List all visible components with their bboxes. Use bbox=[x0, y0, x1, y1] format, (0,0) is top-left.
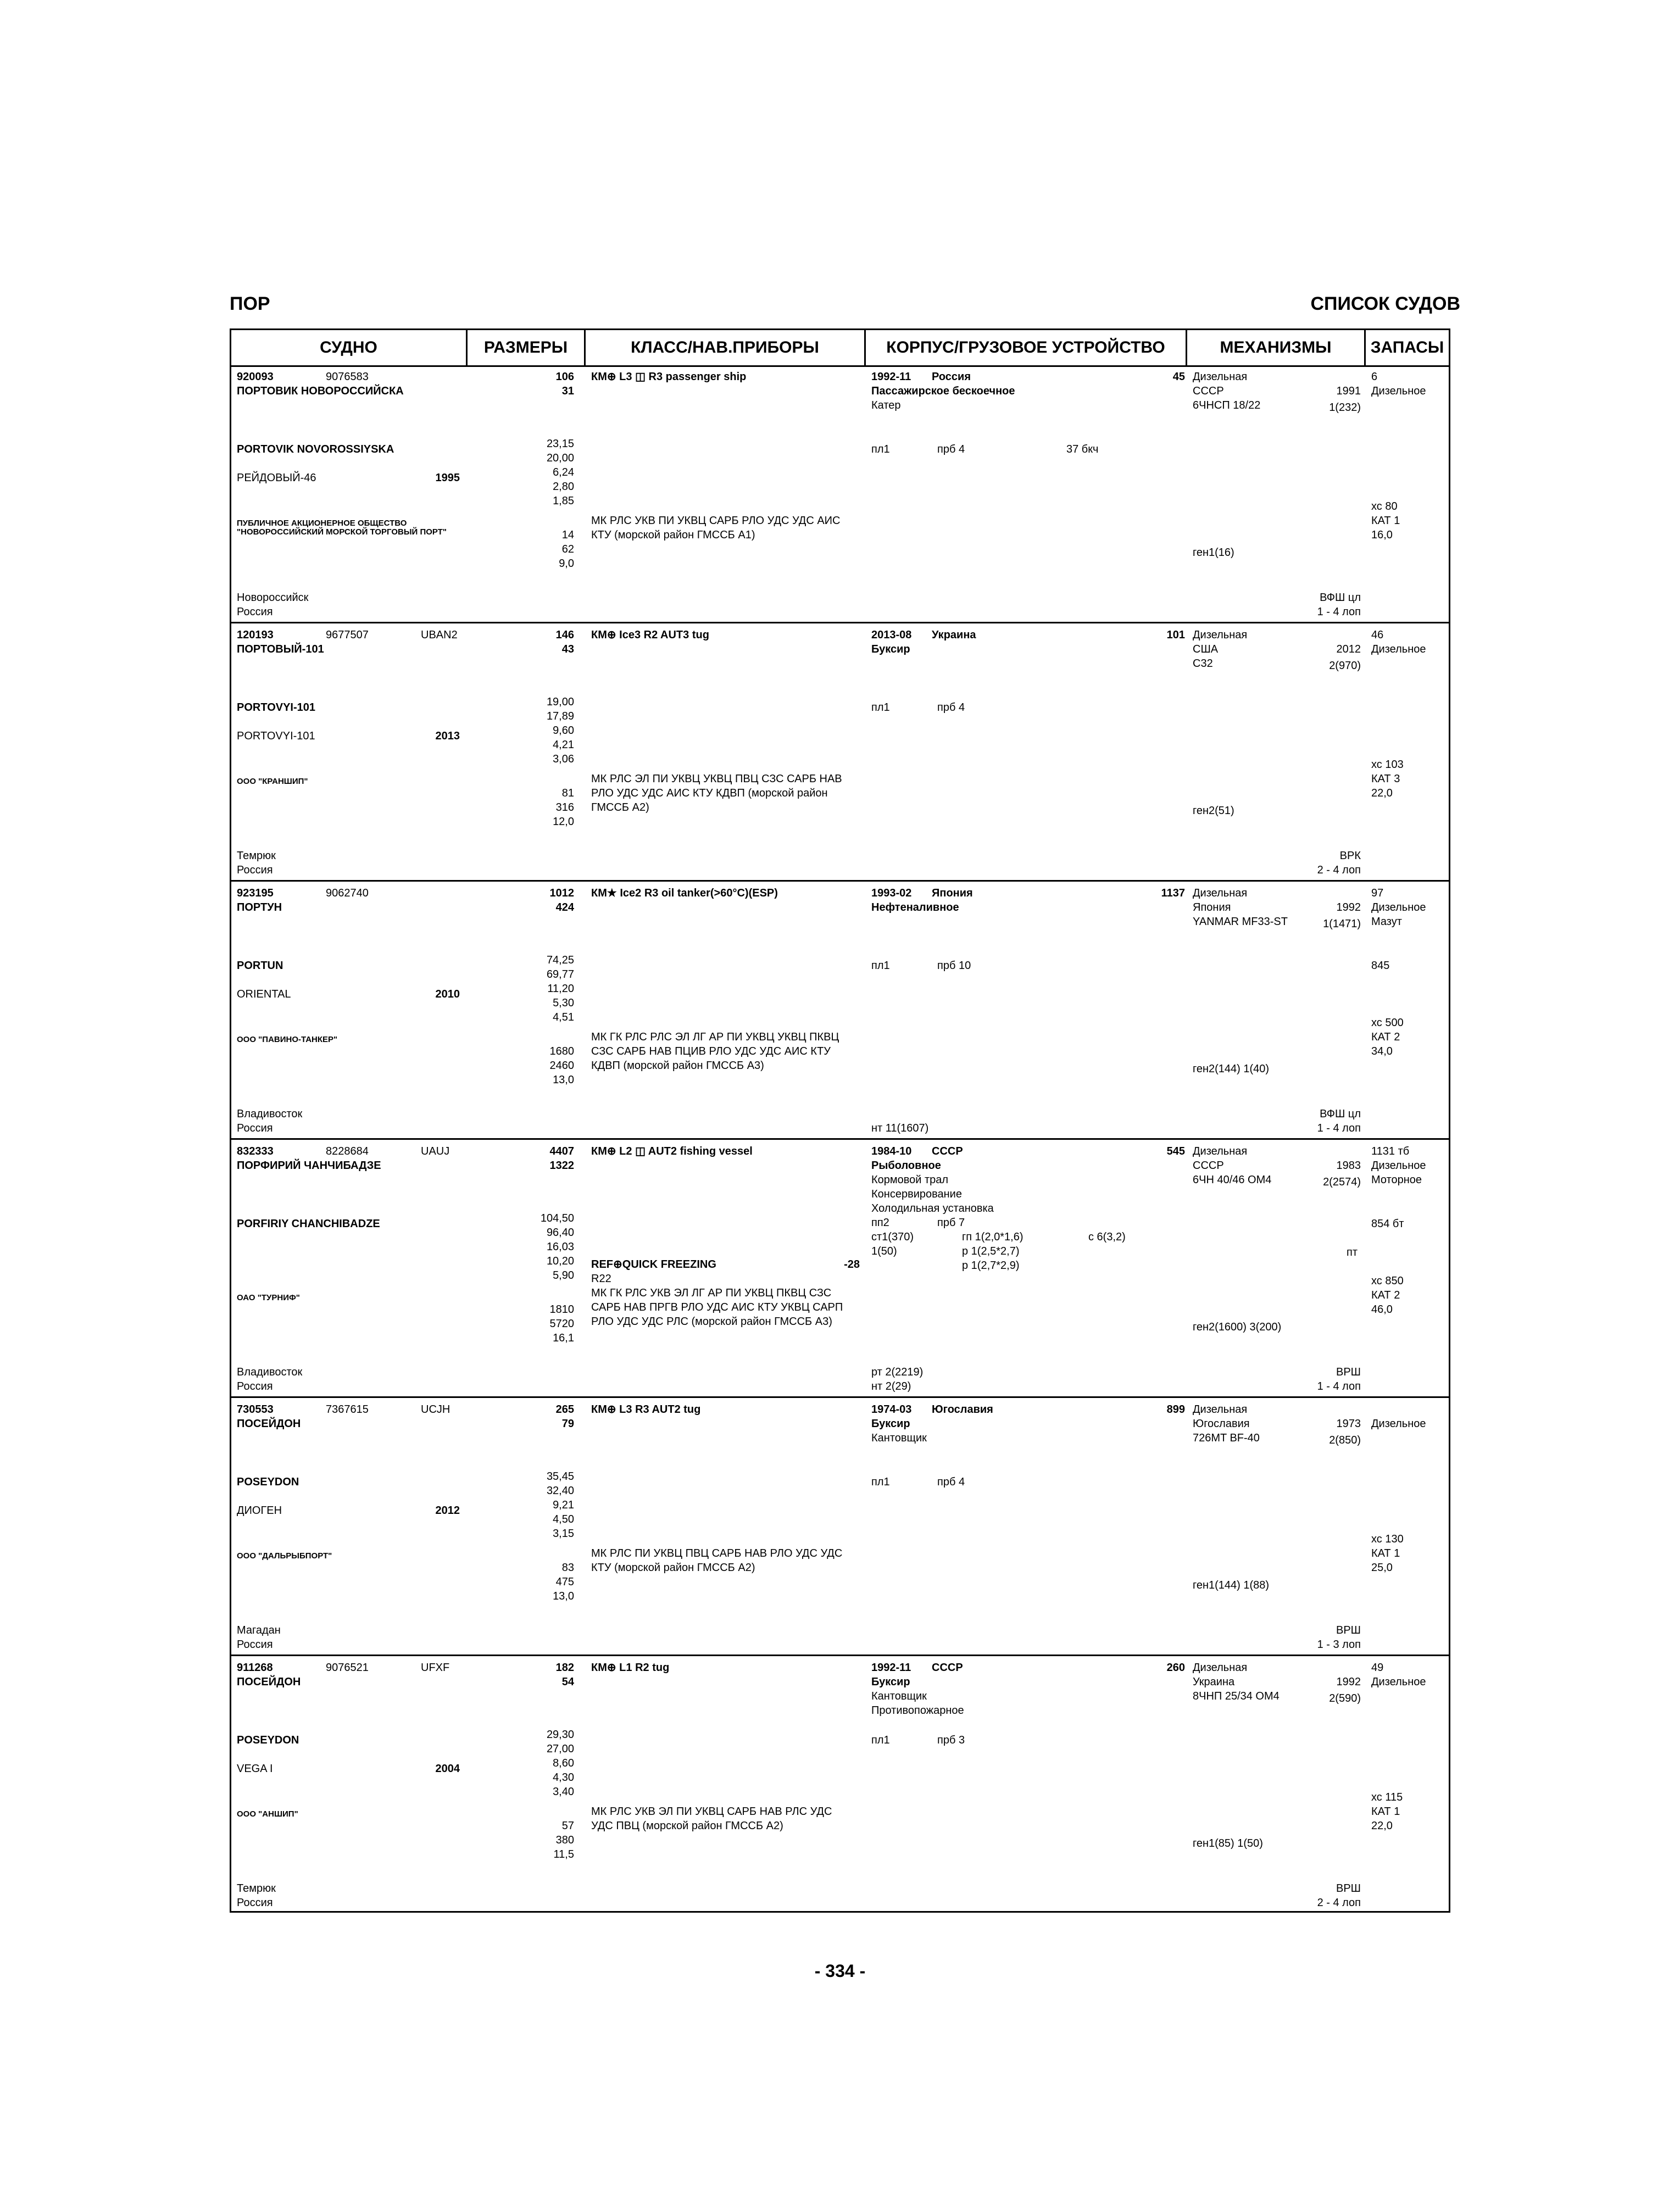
capacity-value: 81 bbox=[561, 787, 574, 799]
gross-tonnage: 106 bbox=[555, 371, 574, 383]
capacity-value: 12,0 bbox=[553, 816, 574, 828]
fuel-store: 1131 тб bbox=[1371, 1145, 1410, 1157]
build-date: 1974-03 bbox=[871, 1403, 912, 1416]
engine-model: 726MT BF-40 bbox=[1193, 1432, 1260, 1444]
dimension-value: 9,60 bbox=[553, 725, 574, 737]
build-country: Югославия bbox=[932, 1403, 993, 1416]
flag-country: Россия bbox=[237, 1122, 273, 1134]
engine-model: 8ЧНП 25/34 ОМ4 bbox=[1193, 1690, 1280, 1702]
propeller: ВРК bbox=[1339, 850, 1361, 862]
engine-country: США bbox=[1193, 643, 1219, 655]
gross-tonnage: 146 bbox=[555, 629, 574, 641]
nav-equipment: МК РЛС УКВ ЭЛ ПИ УКВЦ САРБ НАВ РЛС УДС bbox=[591, 1806, 832, 1818]
hull-number: 1137 bbox=[1161, 887, 1185, 899]
crane-detail: с 6(3,2) bbox=[1088, 1231, 1126, 1243]
build-date: 1992-11 bbox=[871, 1662, 911, 1674]
dimension-value: 74,25 bbox=[546, 954, 574, 966]
class-notation: КМ⊕ L3 ◫ R3 passenger ship bbox=[591, 371, 747, 383]
dimension-value: 96,40 bbox=[546, 1227, 574, 1239]
capacity-value: 9,0 bbox=[559, 558, 574, 570]
former-name: VEGA I bbox=[237, 1763, 273, 1775]
fuel-store: Дизельное bbox=[1371, 1418, 1426, 1430]
year-acquired: 2004 bbox=[435, 1763, 460, 1775]
holds: пл1 bbox=[871, 701, 890, 714]
bulkheads: прб 4 bbox=[937, 701, 965, 714]
generators: ген1(16) bbox=[1193, 547, 1234, 559]
dimension-value: 6,24 bbox=[553, 466, 574, 478]
bulkheads: прб 4 bbox=[937, 443, 965, 455]
registry-number: 920093 bbox=[237, 371, 274, 383]
capacity-value: 14 bbox=[561, 529, 574, 541]
holds: пл1 bbox=[871, 1476, 890, 1488]
fuel-store: Дизельное bbox=[1371, 1160, 1426, 1172]
propeller-blades: 2 - 4 лоп bbox=[1317, 864, 1361, 876]
autonomy-value: 16,0 bbox=[1371, 529, 1393, 541]
autonomy-value: хс 103 bbox=[1371, 759, 1404, 771]
engine-country: Япония bbox=[1193, 901, 1231, 913]
owner: ООО "ПАВИНО-ТАНКЕР" bbox=[237, 1035, 338, 1044]
bulkheads: прб 10 bbox=[937, 960, 971, 972]
net-tonnage: 1322 bbox=[549, 1160, 574, 1172]
store-value: 845 bbox=[1371, 960, 1390, 972]
gross-tonnage: 265 bbox=[555, 1403, 574, 1416]
hull-number: 260 bbox=[1166, 1662, 1185, 1674]
column-header-machinery: МЕХАНИЗМЫ bbox=[1187, 330, 1366, 365]
generators: ген2(51) bbox=[1193, 805, 1234, 817]
hull-number: 899 bbox=[1166, 1403, 1185, 1416]
fuel-store: Дизельное bbox=[1371, 385, 1426, 397]
call-sign: UAUJ bbox=[421, 1145, 450, 1157]
dimension-value: 2,80 bbox=[553, 481, 574, 493]
net-tonnage: 43 bbox=[561, 643, 574, 655]
autonomy-value: 25,0 bbox=[1371, 1562, 1393, 1574]
autonomy-value: хс 130 bbox=[1371, 1533, 1404, 1545]
capacity-value: 13,0 bbox=[553, 1074, 574, 1086]
net-tonnage: 79 bbox=[561, 1418, 574, 1430]
vessel-name-ru: ПОРТУН bbox=[237, 901, 282, 913]
year-acquired: 2012 bbox=[435, 1505, 460, 1517]
owner: ООО "АНШИП" bbox=[237, 1809, 298, 1819]
registry-number: 923195 bbox=[237, 887, 274, 899]
column-header-vessel: СУДНО bbox=[231, 330, 468, 365]
gross-tonnage: 1012 bbox=[549, 887, 574, 899]
page-number: - 334 - bbox=[814, 1961, 866, 1981]
vessel-subtype: Холодильная установка bbox=[871, 1202, 994, 1215]
autonomy-value: хс 850 bbox=[1371, 1275, 1404, 1287]
engine-type: Дизельная bbox=[1193, 887, 1248, 899]
vessel-name-en: POSEYDON bbox=[237, 1476, 299, 1488]
engine-type: Дизельная bbox=[1193, 1145, 1248, 1157]
build-date: 1993-02 bbox=[871, 887, 912, 899]
build-country: Россия bbox=[932, 371, 971, 383]
vessel-name-en: PORTOVYI-101 bbox=[237, 701, 316, 714]
fuel-store: Моторное bbox=[1371, 1174, 1422, 1186]
hull-number: 101 bbox=[1166, 629, 1185, 641]
class-notation: КМ⊕ Ice3 R2 AUT3 tug bbox=[591, 629, 709, 641]
registry-number: 120193 bbox=[237, 629, 274, 641]
dimension-value: 29,30 bbox=[546, 1729, 574, 1741]
capacity-value: 83 bbox=[561, 1562, 574, 1574]
hold-detail: ст1(370) bbox=[871, 1231, 914, 1243]
vessel-name-ru: ПОСЕЙДОН bbox=[237, 1418, 301, 1430]
former-name: PORTOVYI-101 bbox=[237, 730, 315, 742]
vessel-subtype: Противопожарное bbox=[871, 1704, 964, 1717]
vessel-name-ru: ПОРТОВЫЙ-101 bbox=[237, 643, 324, 655]
propeller-blades: 2 - 4 лоп bbox=[1317, 1897, 1361, 1909]
column-header-hull: КОРПУС/ГРУЗОВОЕ УСТРОЙСТВО bbox=[866, 330, 1187, 365]
dimension-value: 3,40 bbox=[553, 1786, 574, 1798]
registry-number: 832333 bbox=[237, 1145, 274, 1157]
nav-equipment: ГМССБ А2) bbox=[591, 801, 649, 814]
tank-capacity: нт 2(29) bbox=[871, 1380, 911, 1392]
dimension-value: 4,30 bbox=[553, 1772, 574, 1784]
bulkheads: прб 4 bbox=[937, 1476, 965, 1488]
hatch-detail: р 1(2,5*2,7) bbox=[962, 1245, 1020, 1257]
nav-equipment: МК РЛС ПИ УКВЦ ПВЦ САРБ НАВ РЛО УДС УДС bbox=[591, 1547, 843, 1559]
dimension-value: 69,77 bbox=[546, 968, 574, 981]
column-header-class: КЛАСС/НАВ.ПРИБОРЫ bbox=[586, 330, 866, 365]
autonomy-value: 46,0 bbox=[1371, 1303, 1393, 1316]
refrigeration-class: REF⊕QUICK FREEZING bbox=[591, 1258, 716, 1271]
engine-year: 1992 bbox=[1336, 901, 1361, 913]
autonomy-value: КАТ 1 bbox=[1371, 1547, 1400, 1559]
build-country: СССР bbox=[932, 1662, 963, 1674]
generators: ген2(144) 1(40) bbox=[1193, 1063, 1270, 1075]
ship-entry bbox=[231, 1398, 1449, 1656]
nav-equipment: МК РЛС ЭЛ ПИ УКВЦ УКВЦ ПВЦ СЗС САРБ НАВ bbox=[591, 773, 842, 785]
engine-power: 1(1471) bbox=[1323, 918, 1361, 930]
home-port: Темрюк bbox=[237, 1882, 276, 1895]
dimension-value: 10,20 bbox=[546, 1255, 574, 1267]
class-notation: КМ⊕ L3 R3 AUT2 tug bbox=[591, 1403, 701, 1416]
column-header-stores: ЗАПАСЫ bbox=[1370, 338, 1444, 356]
vessel-type: Нефтеналивное bbox=[871, 901, 959, 913]
engine-year: 1983 bbox=[1336, 1160, 1361, 1172]
gross-tonnage: 182 bbox=[555, 1662, 574, 1674]
propeller-blades: 1 - 4 лоп bbox=[1317, 606, 1361, 618]
autonomy-value: КАТ 1 bbox=[1371, 1806, 1400, 1818]
engine-power: 2(850) bbox=[1329, 1434, 1361, 1446]
nav-equipment: РЛО УДС УДС АИС КТУ КДВП (морской район bbox=[591, 787, 828, 799]
home-port: Владивосток bbox=[237, 1366, 303, 1378]
build-date: 1984-10 bbox=[871, 1145, 912, 1157]
dimension-value: 9,21 bbox=[553, 1499, 574, 1511]
owner: ОАО "ТУРНИФ" bbox=[237, 1293, 300, 1302]
engine-power: 1(232) bbox=[1329, 402, 1361, 414]
table-header bbox=[231, 330, 1449, 367]
engine-type: Дизельная bbox=[1193, 1403, 1248, 1416]
capacity-value: 475 bbox=[555, 1576, 574, 1588]
registry-number: 730553 bbox=[237, 1403, 274, 1416]
propeller: ВРШ bbox=[1336, 1624, 1361, 1636]
capacity-value: 57 bbox=[561, 1820, 574, 1832]
flag-country: Россия bbox=[237, 864, 273, 876]
hatch-detail: р 1(2,7*2,9) bbox=[962, 1260, 1020, 1272]
dimension-value: 20,00 bbox=[546, 452, 574, 464]
dimension-value: 3,15 bbox=[553, 1528, 574, 1540]
dimension-value: 3,06 bbox=[553, 753, 574, 765]
fuel-store: Дизельное bbox=[1371, 1676, 1426, 1688]
propeller: ВФШ цл bbox=[1320, 592, 1361, 604]
home-port: Темрюк bbox=[237, 850, 276, 862]
former-name: ORIENTAL bbox=[237, 988, 291, 1000]
autonomy-value: 22,0 bbox=[1371, 1820, 1393, 1832]
imo-number: 8228684 bbox=[326, 1145, 369, 1157]
propeller-blades: 1 - 3 лоп bbox=[1317, 1639, 1361, 1651]
autonomy-value: КАТ 3 bbox=[1371, 773, 1400, 785]
engine-year: 1991 bbox=[1336, 385, 1361, 397]
fuel-store: Дизельное bbox=[1371, 901, 1426, 913]
autonomy-value: КАТ 2 bbox=[1371, 1289, 1400, 1301]
fuel-store: 6 bbox=[1371, 371, 1378, 383]
holds: пл1 bbox=[871, 960, 890, 972]
nav-equipment: КТУ (морской район ГМССБ А1) bbox=[591, 529, 755, 541]
dimension-value: 5,90 bbox=[553, 1269, 574, 1282]
call-sign: UCJH bbox=[421, 1403, 450, 1416]
call-sign: UFXF bbox=[421, 1662, 450, 1674]
fuel-store: Дизельное bbox=[1371, 643, 1426, 655]
imo-number: 7367615 bbox=[326, 1403, 369, 1416]
store-value: 854 бт bbox=[1371, 1218, 1404, 1230]
vessel-type: Буксир bbox=[871, 1676, 910, 1688]
capacity-value: 13,0 bbox=[553, 1590, 574, 1602]
nav-equipment: КТУ (морской район ГМССБ А2) bbox=[591, 1562, 755, 1574]
fuel-store: 97 bbox=[1371, 887, 1384, 899]
tank-capacity: рт 2(2219) bbox=[871, 1366, 924, 1378]
generators: ген2(1600) 3(200) bbox=[1193, 1321, 1282, 1333]
class-notation: КМ⊕ L1 R2 tug bbox=[591, 1662, 670, 1674]
hull-extra: 37 бкч bbox=[1066, 443, 1099, 455]
engine-type: Дизельная bbox=[1193, 629, 1248, 641]
vessel-name-en: PORTUN bbox=[237, 960, 283, 972]
fuel-store: 49 bbox=[1371, 1662, 1384, 1674]
ship-entry bbox=[231, 1656, 1449, 1914]
nav-equipment: МК ГК РЛС УКВ ЭЛ ЛГ АР ПИ УКВЦ ПКВЦ СЗС bbox=[591, 1287, 832, 1299]
autonomy-value: хс 80 bbox=[1371, 500, 1398, 512]
ship-entry bbox=[231, 365, 1449, 623]
dimension-value: 4,51 bbox=[553, 1011, 574, 1023]
engine-type: Дизельная bbox=[1193, 371, 1248, 383]
vessel-subtype: Консервирование bbox=[871, 1188, 962, 1200]
vessel-name-en: POSEYDON bbox=[237, 1734, 299, 1746]
engine-model: 6ЧН 40/46 ОМ4 bbox=[1193, 1174, 1272, 1186]
build-country: СССР bbox=[932, 1145, 963, 1157]
net-tonnage: 424 bbox=[555, 901, 574, 913]
generators: ген1(85) 1(50) bbox=[1193, 1837, 1263, 1850]
vessel-subtype: Кантовщик bbox=[871, 1432, 927, 1444]
fuel-store: 46 bbox=[1371, 629, 1384, 641]
engine-power: 2(2574) bbox=[1323, 1176, 1361, 1188]
store-value: пт bbox=[1347, 1246, 1358, 1258]
nav-equipment: СЗС САРБ НАВ ПЦИВ РЛО УДС УДС АИС КТУ bbox=[591, 1045, 831, 1057]
former-name: РЕЙДОВЫЙ-46 bbox=[237, 472, 316, 484]
dimension-value: 23,15 bbox=[546, 438, 574, 450]
engine-year: 1992 bbox=[1336, 1676, 1361, 1688]
nav-equipment: САРБ НАВ ПРГВ РЛО УДС АИС КТУ УКВЦ САРП bbox=[591, 1301, 843, 1313]
dimension-value: 35,45 bbox=[546, 1470, 574, 1483]
imo-number: 9076583 bbox=[326, 371, 369, 383]
dimension-value: 19,00 bbox=[546, 696, 574, 708]
vessel-type: Буксир bbox=[871, 1418, 910, 1430]
vessel-name-ru: ПОРТОВИК НОВОРОССИЙСКА bbox=[237, 385, 404, 397]
vessel-name-en: PORTOVIK NOVOROSSIYSKA bbox=[237, 443, 394, 455]
home-port: Магадан bbox=[237, 1624, 281, 1636]
hull-number: 45 bbox=[1172, 371, 1185, 383]
nav-equipment: УДС ПВЦ (морской район ГМССБ А2) bbox=[591, 1820, 783, 1832]
class-notation: КМ★ Ice2 R3 oil tanker(>60°C)(ESP) bbox=[591, 887, 778, 899]
vessel-subtype: Кормовой трал bbox=[871, 1174, 949, 1186]
column-header-dimensions: РАЗМЕРЫ bbox=[468, 330, 586, 365]
ship-entry bbox=[231, 882, 1449, 1140]
autonomy-value: КАТ 1 bbox=[1371, 515, 1400, 527]
vessel-name-ru: ПОСЕЙДОН bbox=[237, 1676, 301, 1688]
engine-country: СССР bbox=[1193, 385, 1224, 397]
holds: пл1 bbox=[871, 443, 890, 455]
year-acquired: 1995 bbox=[435, 472, 460, 484]
engine-power: 2(590) bbox=[1329, 1692, 1361, 1704]
autonomy-value: 22,0 bbox=[1371, 787, 1393, 799]
engine-country: Югославия bbox=[1193, 1418, 1250, 1430]
propeller: ВРШ bbox=[1336, 1366, 1361, 1378]
vessel-type: Пассажирское бескоечное bbox=[871, 385, 1015, 397]
nav-equipment: КДВП (морской район ГМССБ А3) bbox=[591, 1060, 764, 1072]
dimension-value: 5,30 bbox=[553, 997, 574, 1009]
engine-type: Дизельная bbox=[1193, 1662, 1248, 1674]
vessel-subtype: Катер bbox=[871, 399, 901, 411]
class-notation-extra: R22 bbox=[591, 1273, 611, 1285]
net-tonnage: 54 bbox=[561, 1676, 574, 1688]
engine-year: 1973 bbox=[1336, 1418, 1361, 1430]
registry-number: 911268 bbox=[237, 1662, 273, 1674]
dimension-value: 104,50 bbox=[540, 1212, 574, 1224]
home-port: Владивосток bbox=[237, 1108, 303, 1120]
propeller-blades: 1 - 4 лоп bbox=[1317, 1122, 1361, 1134]
net-tonnage: 31 bbox=[561, 385, 574, 397]
call-sign: UBAN2 bbox=[421, 629, 458, 641]
engine-power: 2(970) bbox=[1329, 660, 1361, 672]
engine-model: YANMAR MF33-ST bbox=[1193, 916, 1288, 928]
capacity-value: 380 bbox=[555, 1834, 574, 1846]
tank-capacity: нт 11(1607) bbox=[871, 1122, 929, 1134]
vessel-subtype: Кантовщик bbox=[871, 1690, 927, 1702]
ship-entry bbox=[231, 623, 1449, 882]
build-date: 2013-08 bbox=[871, 629, 912, 641]
year-acquired: 2013 bbox=[435, 730, 460, 742]
dimension-value: 32,40 bbox=[546, 1485, 574, 1497]
hold-detail: 1(50) bbox=[871, 1245, 897, 1257]
capacity-value: 11,5 bbox=[553, 1848, 574, 1860]
dimension-value: 8,60 bbox=[553, 1757, 574, 1769]
propeller: ВРШ bbox=[1336, 1882, 1361, 1895]
flag-country: Россия bbox=[237, 1380, 273, 1392]
vessel-type: Рыболовное bbox=[871, 1160, 941, 1172]
flag-country: Россия bbox=[237, 1639, 273, 1651]
dimension-value: 16,03 bbox=[546, 1241, 574, 1253]
former-name: ДИОГЕН bbox=[237, 1505, 282, 1517]
dimension-value: 11,20 bbox=[547, 983, 574, 995]
home-port: Новороссийск bbox=[237, 592, 309, 604]
hatch-detail: гп 1(2,0*1,6) bbox=[962, 1231, 1023, 1243]
vessel-name-en: PORFIRIY CHANCHIBADZE bbox=[237, 1218, 380, 1230]
engine-country: СССР bbox=[1193, 1160, 1224, 1172]
build-country: Япония bbox=[932, 887, 973, 899]
autonomy-value: хс 500 bbox=[1371, 1017, 1404, 1029]
nav-equipment: МК ГК РЛС РЛС ЭЛ ЛГ АР ПИ УКВЦ УКВЦ ПКВЦ bbox=[591, 1031, 839, 1043]
nav-equipment: МК РЛС УКВ ПИ УКВЦ САРБ РЛО УДС УДС АИС bbox=[591, 515, 841, 527]
dimension-value: 4,21 bbox=[553, 739, 574, 751]
nav-equipment: РЛО УДС УДС РЛС (морской район ГМССБ А3) bbox=[591, 1316, 832, 1328]
autonomy-value: 34,0 bbox=[1371, 1045, 1393, 1057]
vessel-type: Буксир bbox=[871, 643, 910, 655]
autonomy-value: хс 115 bbox=[1371, 1791, 1403, 1803]
refrigeration-temp: -28 bbox=[844, 1258, 860, 1271]
capacity-value: 1680 bbox=[549, 1045, 574, 1057]
capacity-value: 2460 bbox=[549, 1060, 574, 1072]
ship-register-table bbox=[230, 328, 1450, 1913]
gross-tonnage: 4407 bbox=[549, 1145, 574, 1157]
fuel-store: Мазут bbox=[1371, 916, 1402, 928]
propeller-blades: 1 - 4 лоп bbox=[1317, 1380, 1361, 1392]
holds: пл1 bbox=[871, 1734, 890, 1746]
ship-entry bbox=[231, 1140, 1449, 1398]
hull-number: 545 bbox=[1166, 1145, 1185, 1157]
imo-number: 9076521 bbox=[326, 1662, 369, 1674]
holds: пп2 bbox=[871, 1217, 889, 1229]
capacity-value: 316 bbox=[555, 801, 574, 814]
dimension-value: 17,89 bbox=[546, 710, 574, 722]
engine-model: 6ЧНСП 18/22 bbox=[1193, 399, 1261, 411]
page-header-left: ПОР bbox=[230, 293, 270, 314]
engine-year: 2012 bbox=[1336, 643, 1361, 655]
dimension-value: 27,00 bbox=[546, 1743, 574, 1755]
capacity-value: 5720 bbox=[549, 1318, 574, 1330]
dimension-value: 1,85 bbox=[553, 495, 574, 507]
vessel-name-ru: ПОРФИРИЙ ЧАНЧИБАДЗЕ bbox=[237, 1160, 381, 1172]
propeller: ВФШ цл bbox=[1320, 1108, 1361, 1120]
page-header-right: СПИСОК СУДОВ bbox=[1310, 293, 1460, 314]
dimension-value: 4,50 bbox=[553, 1513, 574, 1525]
build-country: Украина bbox=[932, 629, 976, 641]
capacity-value: 1810 bbox=[549, 1303, 574, 1316]
imo-number: 9677507 bbox=[326, 629, 369, 641]
generators: ген1(144) 1(88) bbox=[1193, 1579, 1270, 1591]
owner: ООО "КРАНШИП" bbox=[237, 777, 308, 786]
engine-model: C32 bbox=[1193, 658, 1213, 670]
engine-country: Украина bbox=[1193, 1676, 1235, 1688]
capacity-value: 62 bbox=[561, 543, 574, 555]
flag-country: Россия bbox=[237, 606, 273, 618]
bulkheads: прб 7 bbox=[937, 1217, 965, 1229]
owner: ООО "ДАЛЬРЫБПОРТ" bbox=[237, 1551, 332, 1561]
build-date: 1992-11 bbox=[871, 371, 911, 383]
bulkheads: прб 3 bbox=[937, 1734, 965, 1746]
capacity-value: 16,1 bbox=[553, 1332, 574, 1344]
flag-country: Россия bbox=[237, 1897, 273, 1909]
year-acquired: 2010 bbox=[435, 988, 460, 1000]
autonomy-value: КАТ 2 bbox=[1371, 1031, 1400, 1043]
class-notation: КМ⊕ L2 ◫ AUT2 fishing vessel bbox=[591, 1145, 753, 1157]
owner: ПУБЛИЧНОЕ АКЦИОНЕРНОЕ ОБЩЕСТВО "НОВОРОССИЙСКИЙ МОРСКОЙ ТОРГОВЫЙ ПОРТ" bbox=[237, 519, 447, 537]
imo-number: 9062740 bbox=[326, 887, 369, 899]
